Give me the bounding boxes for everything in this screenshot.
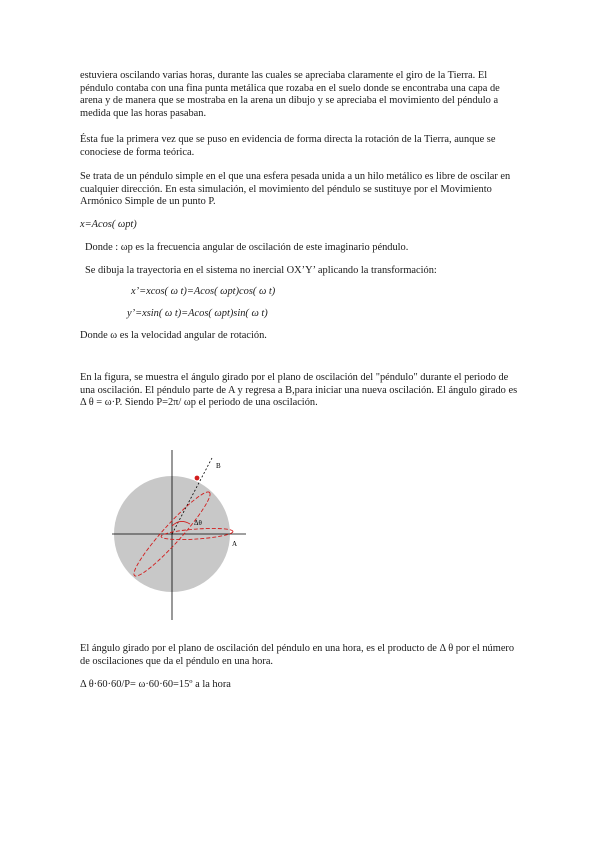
paragraph-figure-description: En la figura, se muestra el ángulo girado por el plano de oscilación del "péndulo" durante el periodo de una oscilación. El péndulo parte de A y regresa a B,para iniciar una nueva oscilación. El ángulo girado es Δ θ = ω·P. Siendo P=2π/ ωp el periodo de una oscilación. bbox=[80, 372, 518, 409]
text-donde-omega-p: Donde : ωp es la frecuencia angular de oscilación de este imaginario péndulo. bbox=[85, 242, 409, 253]
angle-label: Δθ bbox=[194, 519, 202, 527]
pendulum-point bbox=[195, 476, 200, 481]
equation-final: Δ θ·60·60/P= ω·60·60=15º a la hora bbox=[80, 679, 231, 690]
text-transformation: Se dibuja la trayectoria en el sistema no inercial OX’Y’ aplicando la transformación: bbox=[85, 265, 437, 276]
label-b: B bbox=[216, 462, 221, 470]
text-donde-omega: Donde ω es la velocidad angular de rotación. bbox=[80, 330, 267, 341]
paragraph-pendulum-history: estuviera oscilando varias horas, durante las cuales se apreciaba claramente el giro de la Tierra. El péndulo contaba con una fina punta metálica que rozaba en el suelo donde se encontraba una capa de arena y de manera que se mostraba en la arena un dibujo y se apreciaba el movimiento del péndulo a medida que las horas pasaban. bbox=[80, 70, 500, 119]
paragraph-simple-pendulum: Se trata de un péndulo simple en el que una esfera pesada unida a un hilo metálico es libre de oscilar en cualquier dirección. En esta simulación, el movimiento del péndulo se sustituye por el Movimiento Armónico Simple de un punto P. bbox=[80, 171, 511, 208]
paragraph-hour-rotation: El ángulo girado por el plano de oscilación del péndulo en una hora, es el producto de Δ θ por el número de oscilaciones que da el péndulo en una hora. bbox=[80, 643, 515, 667]
equation-x: x=Acos( ωpt) bbox=[80, 219, 137, 230]
pendulum-trajectory-figure bbox=[112, 446, 248, 622]
paragraph-earth-rotation: Ésta fue la primera vez que se puso en evidencia de forma directa la rotación de la Tierra, aunque se conociese de forma teórica. bbox=[80, 134, 496, 158]
equation-x-prime: x’=xcos( ω t)=Acos( ωpt)cos( ω t) bbox=[131, 286, 276, 297]
label-a: A bbox=[232, 540, 238, 548]
equation-y-prime: y’=xsin( ω t)=Acos( ωpt)sin( ω t) bbox=[127, 308, 268, 319]
